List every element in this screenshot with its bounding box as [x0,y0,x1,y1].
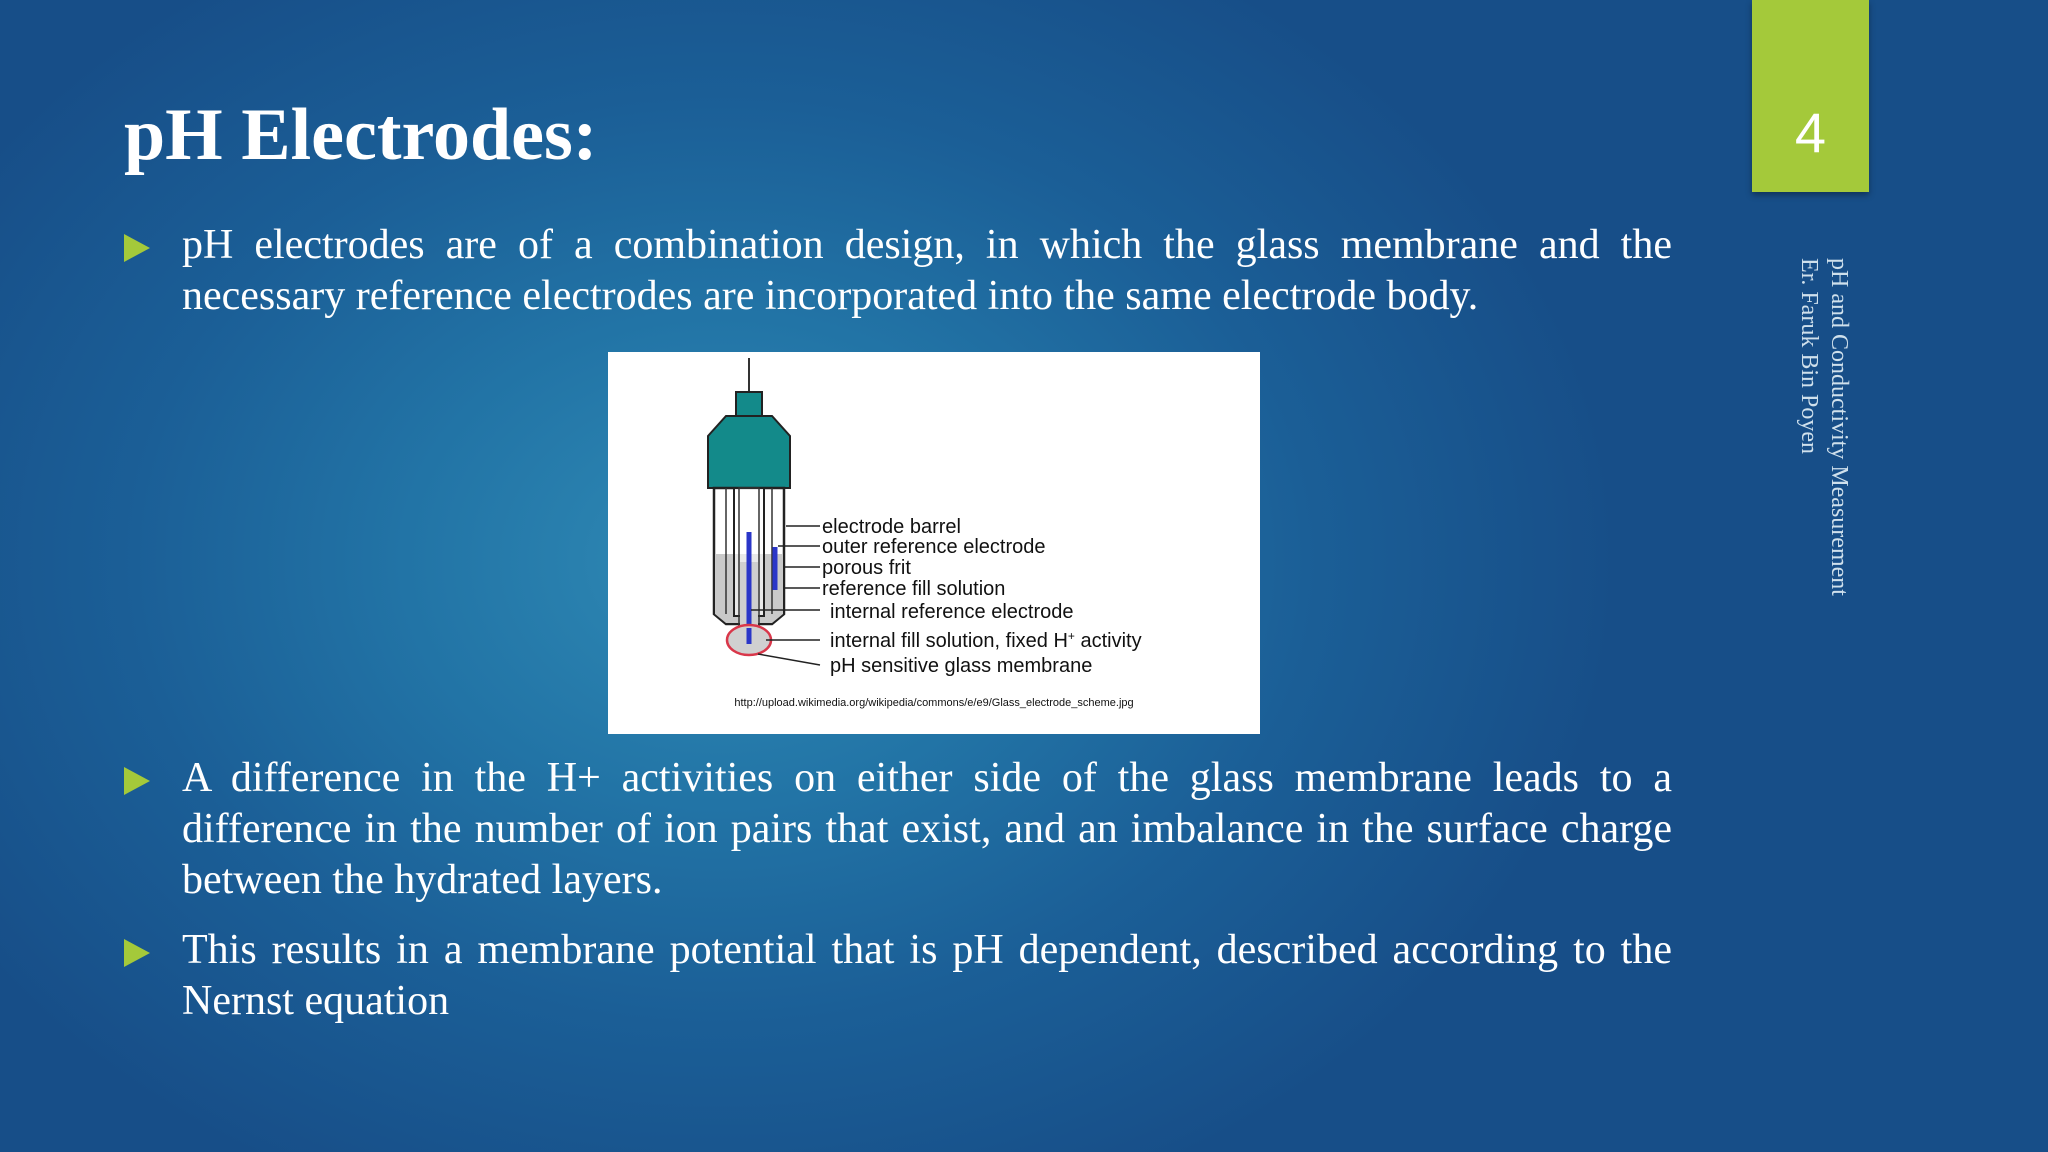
electrode-cap [708,416,790,488]
page-number: 4 [1794,101,1827,164]
bullet-item-3 [124,925,1672,1027]
label-electrode-barrel: electrode barrel [822,516,961,538]
bullet-arrow-icon [124,753,182,795]
page-number-box [1752,0,1869,192]
bullet-item-1 [124,220,1672,322]
slide-title: pH Electrodes: [124,94,598,176]
bullet-item-2 [124,753,1672,906]
label-internal-fill-solution-main: internal fill solution, fixed H [830,630,1068,652]
label-superscript-plus: + [1067,629,1075,643]
leader-line [758,654,820,665]
electrode-diagram-svg [608,352,1260,734]
label-porous-frit: porous frit [822,557,911,579]
electrode-diagram [608,352,1260,734]
label-activity-suffix: activity [1074,630,1142,652]
side-title: pH and Conductivity Measurement [1826,258,1852,596]
label-reference-fill-solution: reference fill solution [822,578,1006,600]
side-author: Er. Faruk Bin Poyen [1796,258,1822,454]
bullet-arrow-icon [124,220,182,262]
label-glass-membrane: pH sensitive glass membrane [830,655,1093,677]
label-internal-reference-electrode: internal reference electrode [830,601,1074,623]
bullet-text-3: This results in a membrane potential that is pH dependent, described according to the Nernst equation [182,927,1672,1024]
diagram-source-url: http://upload.wikimedia.org/wikipedia/commons/e/e9/Glass_electrode_scheme.jpg [734,697,1134,709]
side-caption [1794,258,1854,596]
bullet-text-2: A difference in the H+ activities on either side of the glass membrane leads to a difference in the number of ion pairs that exist, and an imbalance in the surface charge between the hydrated layers. [182,755,1672,903]
label-internal-fill-solution [830,629,1142,652]
label-outer-reference-electrode: outer reference electrode [822,536,1046,558]
bullet-arrow-icon [124,925,182,967]
electrode-connector [736,392,762,416]
bullet-text-1: pH electrodes are of a combination design, in which the glass membrane and the necessary reference electrodes are incorporated into the same electrode body. [182,222,1672,319]
